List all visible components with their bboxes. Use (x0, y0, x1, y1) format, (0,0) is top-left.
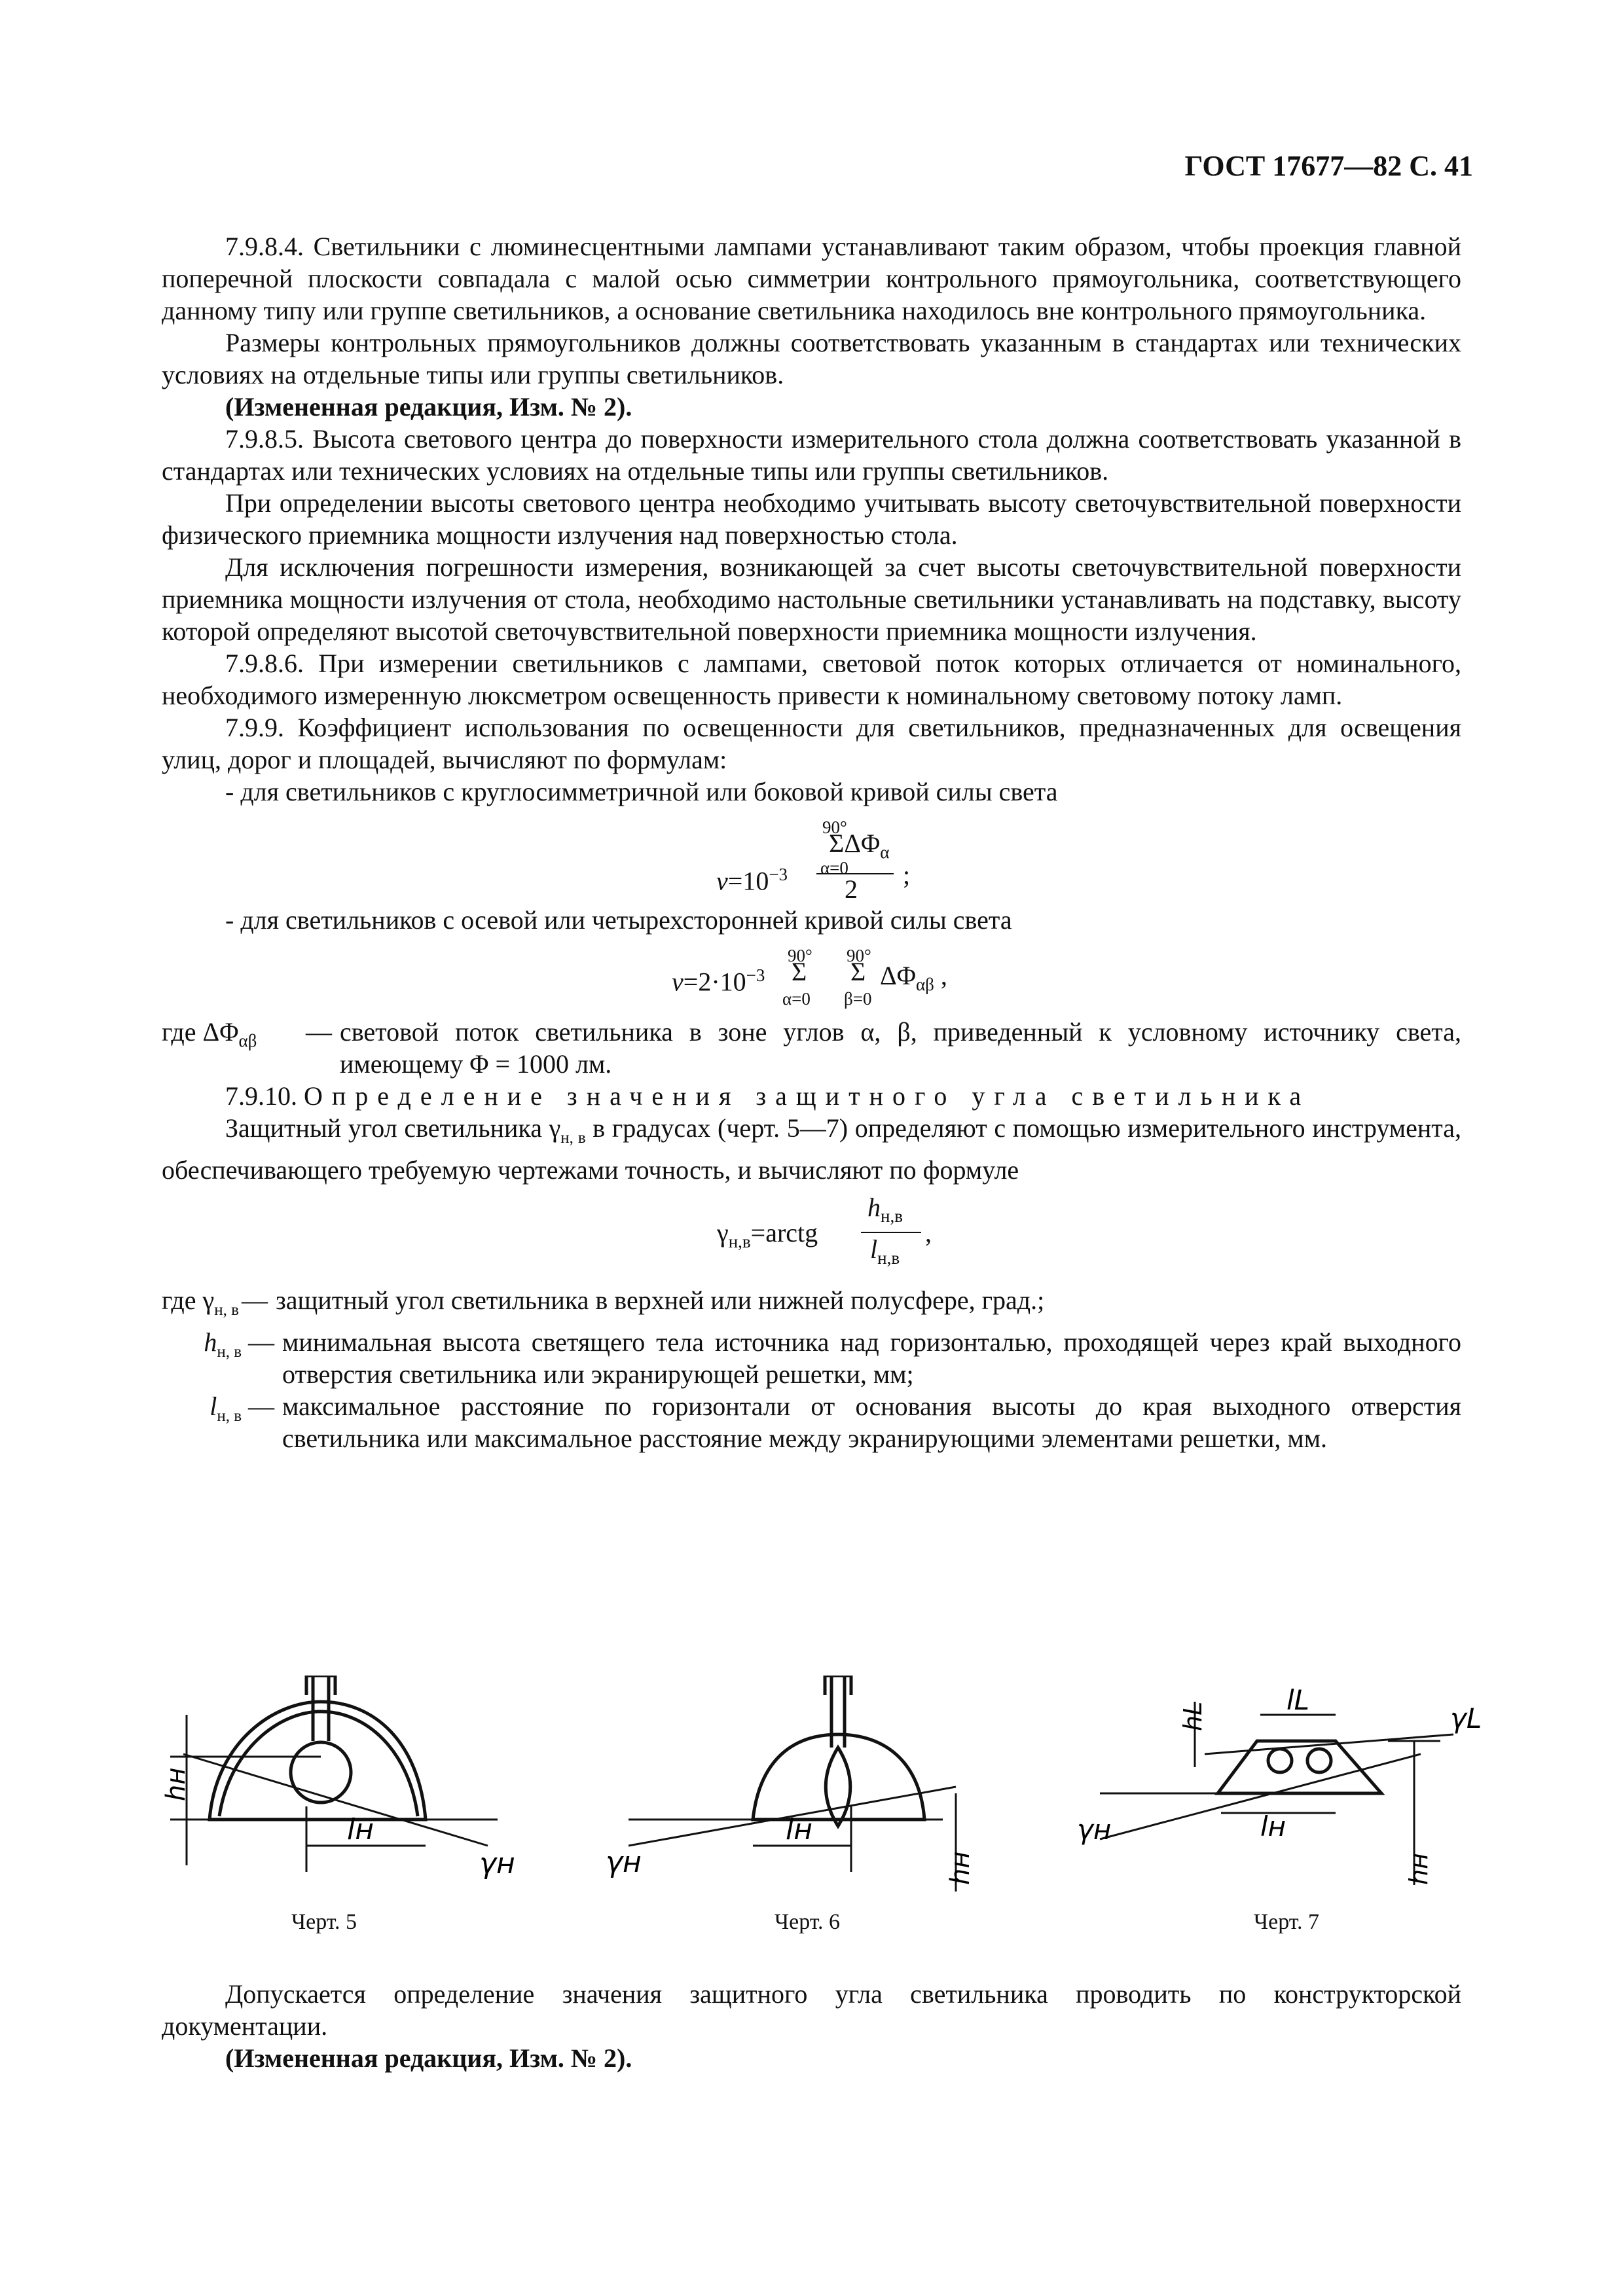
where-delta-phi (162, 1016, 1461, 1080)
where-delta-phi-text: световой поток светильника в зоне углов α, β, приведенный к условному источнику света, имеющему Φ = 1000 лм. (340, 1017, 1461, 1079)
fig7-label-lL: lL (1286, 1684, 1310, 1716)
fig5-lamp-bulb (291, 1742, 351, 1803)
formula-1-end: ; (903, 860, 911, 889)
fig5-label-l: lн (347, 1813, 374, 1846)
figure-7-drawing (1074, 1676, 1493, 1911)
figure-5-drawing (157, 1676, 524, 1885)
shield-angle-text-b: в градусах (черт. 5—7) определяют с помощью измерительного инструмента, обеспечивающего требуемую чертежами точность, и вычисляют по формуле (162, 1113, 1461, 1185)
where-delta-phi-dash: — (306, 1017, 332, 1047)
formula-2-sum1-top: 90° (788, 946, 812, 965)
fig7-label-hH: hн (1404, 1853, 1433, 1885)
figure-5-caption: Черт. 5 (291, 1910, 357, 1934)
fig7-element-right (1307, 1749, 1331, 1772)
fig6-label-l: lн (786, 1813, 812, 1846)
formula-3-lhs: γ (717, 1218, 729, 1247)
formula-1-denominator: 2 (845, 874, 858, 904)
formula-3-den-sub: н,в (877, 1248, 900, 1268)
fig6-lamp-neck (825, 1676, 851, 1748)
definition-h-text: минимальная высота светящего тела источника над горизонталью, проходящей через край выходного отверстия светильника или экранирующей решетки, мм; (282, 1327, 1461, 1389)
list-item-axial: - для светильников с осевой или четырехсторонней кривой силы света (225, 905, 1012, 935)
page-header: ГОСТ 17677—82 С. 41 (1184, 150, 1473, 182)
formula-2-sum2-top: 90° (847, 946, 871, 965)
definition-l-symbol: l (210, 1391, 217, 1421)
fig6-label-h: hн (945, 1851, 976, 1885)
fig7-label-hL: hL (1178, 1701, 1207, 1731)
paragraph-shield-angle (162, 1112, 1461, 1186)
fig5-label-gamma: γн (479, 1847, 515, 1880)
formula-1-exp: −3 (769, 865, 788, 884)
fig6-label-gamma: γн (606, 1846, 642, 1879)
definition-h-sub: н, в (217, 1343, 242, 1361)
formula-2-lhs: v (672, 967, 684, 997)
formula-1 (162, 808, 1461, 904)
amendment-note: (Измененная редакция, Изм. № 2). (225, 392, 632, 422)
formula-3-eq: =arctg (750, 1218, 818, 1247)
formula-1-sigma: Σ (829, 829, 845, 858)
formula-2-eq: =2·10 (683, 967, 746, 997)
formula-2-exp: −3 (746, 965, 765, 985)
formula-1-sum-top: 90° (822, 817, 847, 837)
fig7-sight-line-upper (1205, 1734, 1453, 1754)
paragraph-7-9-10 (162, 1080, 1461, 1112)
paragraph-error-exclusion: Для исключения погрешности измерения, возникающей за счет высоты светочувствительной поверхности приемника мощности излучения от стола, необходимо настольные светильники устанавливать на подставку, высоту которой определяют высотой светочувствительной поверхности приемника мощности излучения. (162, 552, 1461, 646)
fig7-label-gH: γн (1077, 1814, 1112, 1846)
figure-6-caption: Черт. 6 (775, 1910, 841, 1934)
main-text (162, 230, 1461, 1454)
fig5-lamp-neck (306, 1676, 335, 1741)
formula-2-term: ΔΦ (880, 961, 916, 990)
definition-l-text: максимальное расстояние по горизонтали от основания высоты до края выходного отверстия светильника или максимальное расстояние между экранирующими элементами решетки, мм. (282, 1391, 1461, 1453)
definition-l: $l_{н, в}$ — максимальное расстояние по горизонтали от основания высоты до края выходного отверстия светильника или максимальное расстояние между экранирующими элементами решетки, мм. (210, 1391, 1461, 1453)
formula-3-numerator: h (867, 1193, 881, 1222)
section-number: 7.9.10. (225, 1081, 297, 1111)
paragraph-control-rect: Размеры контрольных прямоугольников должны соответствовать указанным в стандартах или технических условиях на отдельные типы или группы светильников. (162, 328, 1461, 389)
fig7-element-left (1268, 1749, 1292, 1772)
formula-2 (162, 936, 1461, 1016)
fig6-lamp-body (826, 1748, 850, 1826)
formula-3-num-sub: н,в (881, 1206, 903, 1226)
figure-7-caption: Черт. 7 (1254, 1910, 1320, 1934)
where-delta-phi-key: где ΔΦ (162, 1017, 239, 1047)
formula-2-sum2-sigma: Σ (850, 957, 866, 986)
definition-l-sub: н, в (217, 1407, 242, 1425)
paragraph-design-docs: Допускается определение значения защитного угла светильника проводить по конструкторской документации. (162, 1979, 1461, 2041)
fig5-label-h: hн (161, 1767, 191, 1801)
formula-2-sum1-sigma: Σ (792, 957, 807, 986)
formula-2-sum2-bottom: β=0 (844, 989, 872, 1009)
formula-1-lhs: v (716, 866, 728, 896)
figure-6-drawing (602, 1676, 1008, 1911)
paragraph-7-9-8-5: 7.9.8.5. Высота светового центра до поверхности измерительного стола должна соответствовать указанной в стандартах или технических условиях на отдельные типы или группы светильников. (162, 424, 1461, 486)
amendment-note-2: (Измененная редакция, Изм. № 2). (225, 2043, 632, 2073)
definition-gamma-pre: где (162, 1285, 203, 1315)
paragraph-7-9-9: 7.9.9. Коэффициент использования по освещенности для светильников, предназначенных для освещения улиц, дорог и площадей, вычисляют по формулам: (162, 713, 1461, 774)
paragraph-7-9-8-6: 7.9.8.6. При измерении светильников с лампами, световой поток которых отличается от номинального, необходимого измеренную люксметром освещенность привести к номинальному световому потоку ламп. (162, 649, 1461, 710)
definition-h: $h_{н, в}$ — минимальная высота светящего тела источника над горизонталью, проходящей через край выходного отверстия светильника или экранирующей решетки, мм; (204, 1327, 1461, 1389)
closing-text (162, 1978, 1461, 2074)
formula-1-sum-bottom: α=0 (820, 858, 848, 878)
shield-angle-text-a: Защитный угол светильника γ (225, 1113, 561, 1143)
formula-2-end: , (940, 961, 947, 990)
where-delta-phi-sub: αβ (238, 1031, 257, 1050)
shield-angle-sub: н, в (560, 1129, 586, 1147)
list-item-round-symmetric: - для светильников с круглосимметричной или боковой кривой силы света (225, 777, 1058, 806)
fig7-label-lH: lн (1260, 1810, 1286, 1842)
paragraph-7-9-8-4: 7.9.8.4. Светильники с люминесцентными лампами устанавливают таким образом, чтобы проекция главной поперечной плоскости совпадала с малой осью симметрии контрольного прямоугольника, соответствующего данному типу или группе светильников, а основание светильника находилось вне контрольного прямоугольника. (162, 232, 1461, 325)
formula-3-lhs-sub: н,в (728, 1232, 751, 1251)
definition-gamma-text: защитный угол светильника в верхней или нижней полусфере, град.; (276, 1285, 1045, 1315)
formula-2-sum1-bottom: α=0 (782, 989, 811, 1009)
formula-1-term-sub: α (880, 842, 890, 862)
definition-gamma-symbol: γ (202, 1285, 215, 1315)
definition-gamma: где $\gamma_{н, в}$ — защитный угол светильника в верхней или нижней полусфере, град.; (162, 1284, 1461, 1326)
fig7-label-gL: γL (1450, 1702, 1482, 1734)
formula-3 (162, 1186, 1461, 1284)
formula-3-denominator: l (870, 1234, 878, 1264)
formula-3-end: , (925, 1218, 932, 1247)
formula-1-eq: =10 (727, 866, 769, 896)
definition-gamma-sub: н, в (214, 1301, 239, 1319)
formula-2-term-sub: αβ (915, 975, 934, 994)
section-title: Определение значения защитного угла светильника (304, 1081, 1311, 1111)
formula-1-term: ΔΦ (844, 829, 881, 858)
fig5-sight-line (183, 1754, 488, 1846)
paragraph-light-center: При определении высоты светового центра необходимо учитывать высоту светочувствительной поверхности физического приемника мощности излучения над поверхностью стола. (162, 488, 1461, 550)
definition-h-symbol: h (204, 1327, 217, 1357)
